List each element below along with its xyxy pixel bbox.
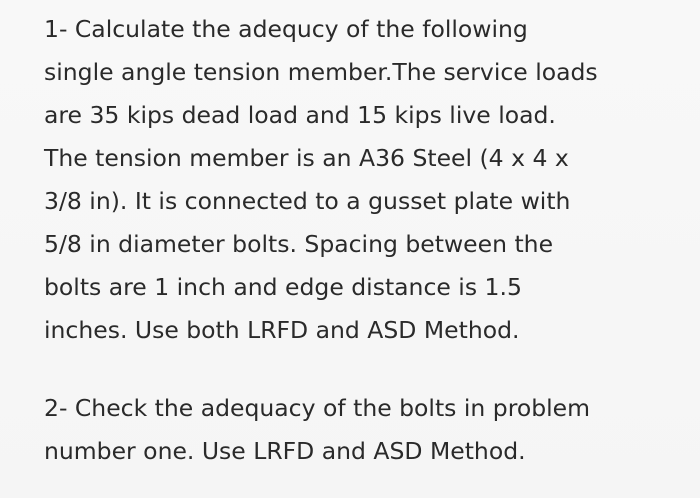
problem-1-line-8: inches. Use both LRFD and ASD Method. — [44, 316, 520, 344]
problem-1-line-4: The tension member is an A36 Steel (4 x 4 x — [44, 144, 569, 172]
problem-2-line-2: number one. Use LRFD and ASD Method. — [44, 437, 526, 465]
problem-1-line-6: 5/8 in diameter bolts. Spacing between the — [44, 230, 554, 258]
problem-1-line-3: are 35 kips dead load and 15 kips live load. — [44, 101, 556, 129]
problem-1-line-7: bolts are 1 inch and edge distance is 1.5 — [44, 273, 522, 301]
problem-1-line-1: 1- Calculate the adequcy of the following — [44, 15, 528, 43]
problem-1-line-5: 3/8 in). It is connected to a gusset plate with — [44, 187, 571, 215]
problem-2-line-1: 2- Check the adequacy of the bolts in problem — [44, 394, 591, 422]
problem-1-line-2: single angle tension member.The service loads — [44, 58, 598, 86]
